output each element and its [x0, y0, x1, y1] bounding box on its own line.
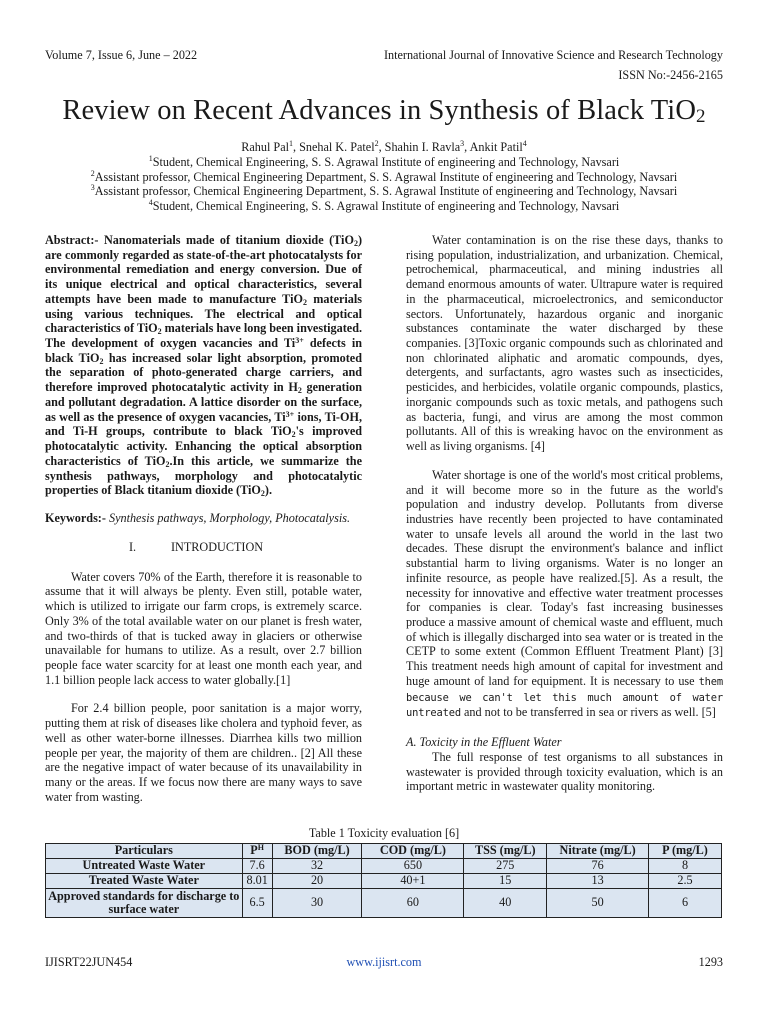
right-paragraph-2 [406, 468, 723, 721]
cell-bod: 20 [272, 874, 362, 889]
cell-cod: 40+1 [362, 874, 464, 889]
header-nitrate: Nitrate (mg/L) [547, 844, 649, 859]
abstract-text-run: generation and pollutant degradation. A lattice disorder on the surface, as well as the presence of oxygen vacancies, Ti [45, 380, 362, 424]
toxicity-table [45, 843, 722, 918]
cell-ph: 6.5 [242, 889, 272, 918]
cell-tss: 40 [464, 889, 547, 918]
header-ph-text: P [250, 843, 258, 858]
abstract-sub-run: 2 [291, 430, 296, 440]
paper-title [0, 94, 768, 134]
cell-tss: 15 [464, 874, 547, 889]
issn: ISSN No:-2456-2165 [618, 68, 723, 82]
keywords-b-run: Keywords:- [45, 510, 106, 525]
cell-ph: 8.01 [242, 874, 272, 889]
affiliation-text: Assistant professor, Chemical Engineering Department, S. S. Agrawal Institute of engineering and Technology, Navsari [94, 184, 678, 199]
affiliation-number: 1 [148, 154, 153, 163]
abstract-text-run: ions, Ti-OH, and Ti-H groups, contribute to black TiO [45, 409, 362, 439]
row-label: Treated Waste Water [46, 874, 243, 889]
table-caption: Table 1 Toxicity evaluation [6] [308, 826, 460, 840]
abstract-text-run: 's improved photocatalytic activity. Enhancing the optical absorption characteristics of TiO [45, 424, 363, 468]
left-column [45, 233, 362, 804]
journal-name: International Journal of Innovative Science and Research Technology [383, 48, 723, 62]
affiliation-number: 3 [90, 183, 95, 193]
affiliation-number: 2 [90, 168, 95, 178]
abstract-text-run: has increased solar light absorption, promoted the separation of photo-generated charge carriers, and therefore improved photocatalytic activity in H [45, 350, 362, 395]
keywords [45, 511, 362, 526]
cell-bod: 30 [272, 889, 362, 918]
table-row [46, 874, 722, 889]
table-header-row [46, 844, 722, 859]
abstract-sub-run: 2 [302, 297, 307, 307]
cell-p: 6 [649, 889, 722, 918]
header-ph-sup: H [257, 843, 264, 853]
author-text-run: , Shahin I. Ravla [378, 140, 461, 154]
header-ph [242, 844, 272, 859]
affiliation-line [0, 170, 768, 185]
section-number: I. [129, 539, 137, 554]
author-sup-run: 1 [289, 139, 293, 148]
abstract-text-run: ) are commonly regarded as state-of-the-art photocatalysts for environmental remediation and energy conversion. Due of its unique electrical and optical characteristics, several attempts have been made to manufacture TiO [45, 233, 362, 306]
cell-nitrate: 76 [547, 859, 649, 874]
title-text: Review on Recent Advances in Synthesis of Black TiO [62, 95, 697, 126]
abstract-sub-run: 2 [165, 459, 170, 469]
right-paragraph-2-mono: them because we can't let this much amount of water untreated [406, 675, 723, 720]
abstract-text-run: defects in black TiO [45, 336, 362, 365]
cell-p: 2.5 [649, 874, 722, 889]
right-paragraph-2-text: Water shortage is one of the world's most critical problems, and it will become more so in the future as the world's population and industry develop. Pollutants from diverse industries have recently been projected to have contaminated water to unsafe levels all around the world in the last two decades. These disrupt the environment's balance and inflict substantial harm to living organisms. Water is no longer an infinite resource, as people have realized.[5]. As a result, the necessity for innovative and effective water treatment processes for companies is clear. Today's fast increasing businesses produce a massive amount of chemical waste and effluent, much of which is illegally discharged into sea water or is treated in the CETP to some extent (Common Effluent Treatment Plant) [3] This treatment needs high amount of capital for investment and huge amount of land for equipment. It is necessary to use [406, 467, 723, 688]
cell-nitrate: 13 [547, 874, 649, 889]
author-text-run: , Ankit Patil [464, 140, 523, 154]
table-row [46, 889, 722, 918]
author-sup-run: 2 [374, 139, 379, 148]
row-label: Untreated Waste Water [46, 859, 243, 874]
affiliation-line [0, 199, 768, 214]
abstract-sub-run: 2 [99, 356, 104, 366]
affiliation-text: Assistant professor, Chemical Engineering Department, S. S. Agrawal Institute of engineering and Technology, Navsari [94, 169, 678, 184]
abstract-sub-run: 2 [353, 239, 358, 248]
author-sup-run: 3 [460, 139, 465, 148]
author-text-run: , Snehal K. Patel [293, 140, 375, 154]
header-tss: TSS (mg/L) [464, 844, 547, 859]
affiliation-text: Student, Chemical Engineering, S. S. Agrawal Institute of engineering and Technology, Navsari [152, 155, 620, 169]
abstract-text-run: .In this article, we summarize the synthesis pathways, morphology and photocatalytic properties of Black titanium dioxide (TiO [45, 453, 362, 498]
title-subscript: 2 [696, 106, 706, 127]
keywords-i-run: Synthesis pathways, Morphology, Photocatalysis. [105, 510, 351, 525]
section-title: INTRODUCTION [171, 539, 264, 554]
footer-paper-id: IJISRT22JUN454 [45, 955, 133, 969]
right-paragraph-1: Water contamination is on the rise these days, thanks to rising population, industrialization, and urbanization. Chemical, petrochemical, pharmaceutical, and mining industries all demand enormous amounts of water. Ultrapure water is required in the pharmaceutical, microelectronics, and semiconductor sectors. Unfortunately, hazardous organic and inorganic substances contaminate the water discharged by these companies. [3]Toxic organic compounds such as chlorinated and non chlorinated aliphatic and aromatic compounds, dyes, detergents, and surfactants, agro wastes such as insecticides, pesticides, and herbicides, volatile organic compounds, plastics, inorganic compounds such as toxic metals, and pathogens such as bacteria, fungi, and virus are among the most common pollutants. All of this is wreaking havoc on the environment as well as living organisms. [4] [406, 233, 723, 454]
abstract-sub-run: 2 [157, 327, 162, 337]
cell-ph: 7.6 [242, 859, 272, 874]
table-row [46, 859, 722, 874]
section-heading [45, 540, 362, 555]
abstract [45, 233, 362, 498]
subsection-heading: A. Toxicity in the Effluent Water [406, 735, 562, 749]
footer-page-number: 1293 [698, 955, 723, 969]
abstract-text-run: materials have long been investigated. The development of oxygen vacancies and Ti [45, 321, 363, 351]
cell-cod: 60 [362, 889, 464, 918]
abstract-sup-run: 3+ [295, 336, 304, 346]
footer-url-link[interactable]: www.ijisrt.com [346, 955, 422, 969]
affiliation-text: Student, Chemical Engineering, S. S. Agrawal Institute of engineering and Technology, Navsari [152, 198, 620, 213]
abstract-sup-run: 3+ [285, 409, 295, 419]
volume-info: Volume 7, Issue 6, June – 2022 [45, 48, 198, 62]
author-text-run: Rahul Pal [241, 140, 289, 154]
cell-cod: 650 [362, 859, 464, 874]
intro-paragraph-1: Water covers 70% of the Earth, therefore it is reasonable to assume that it will always be plenty. Even still, potable water, which is utilized to irrigate our farm crops, is extremely scarce. Only 3% of the total available water on our planet is fresh water, and two-thirds of that is tucked away in glaciers or otherwise unavailable for humans to utilize. As a result, over 2.7 billion people face water scarcity for at least one month each year, and 1.1 billion people lack access to water globally.[1] [45, 569, 362, 687]
right-paragraph-3: The full response of test organisms to all substances in wastewater is provided through toxicity evaluation, which is an important metric in wastewater quality monitoring. [406, 750, 723, 794]
affiliation-line [0, 155, 768, 170]
cell-tss: 275 [464, 859, 547, 874]
abstract-sub-run: 2 [297, 386, 302, 396]
author-sup-run: 4 [522, 139, 527, 148]
right-paragraph-2-end: and not to be transferred in sea or rivers as well. [5] [464, 705, 716, 720]
abstract-sub-run: 2 [260, 489, 265, 499]
cell-p: 8 [649, 859, 722, 874]
abstract-text-run: Abstract:- Nanomaterials made of titanium dioxide (TiO [45, 233, 354, 247]
header-particulars: Particulars [46, 844, 243, 859]
row-label: Approved standards for discharge to surface water [46, 889, 243, 918]
cell-bod: 32 [272, 859, 362, 874]
cell-nitrate: 50 [547, 889, 649, 918]
header-bod: BOD (mg/L) [272, 844, 362, 859]
affiliation-line [0, 184, 768, 199]
affiliation-number: 4 [148, 197, 153, 207]
intro-paragraph-2: For 2.4 billion people, poor sanitation is a major worry, putting them at risk of diseases like cholera and typhoid fever, as well as other water-borne illnesses. Diarrhea kills two million people per year, the majority of them are children.. [2] All these are the negative impact of water because of its unavailability in many or the areas. If we focus now there are many ways to save water from wasting. [45, 701, 362, 804]
header-p: P (mg/L) [649, 844, 722, 859]
right-column [406, 233, 723, 794]
abstract-text-run: materials using various techniques. The electrical and optical characteristics of TiO [45, 291, 363, 336]
abstract-text-run: ). [264, 483, 272, 498]
header-cod: COD (mg/L) [362, 844, 464, 859]
author-list [0, 140, 768, 155]
